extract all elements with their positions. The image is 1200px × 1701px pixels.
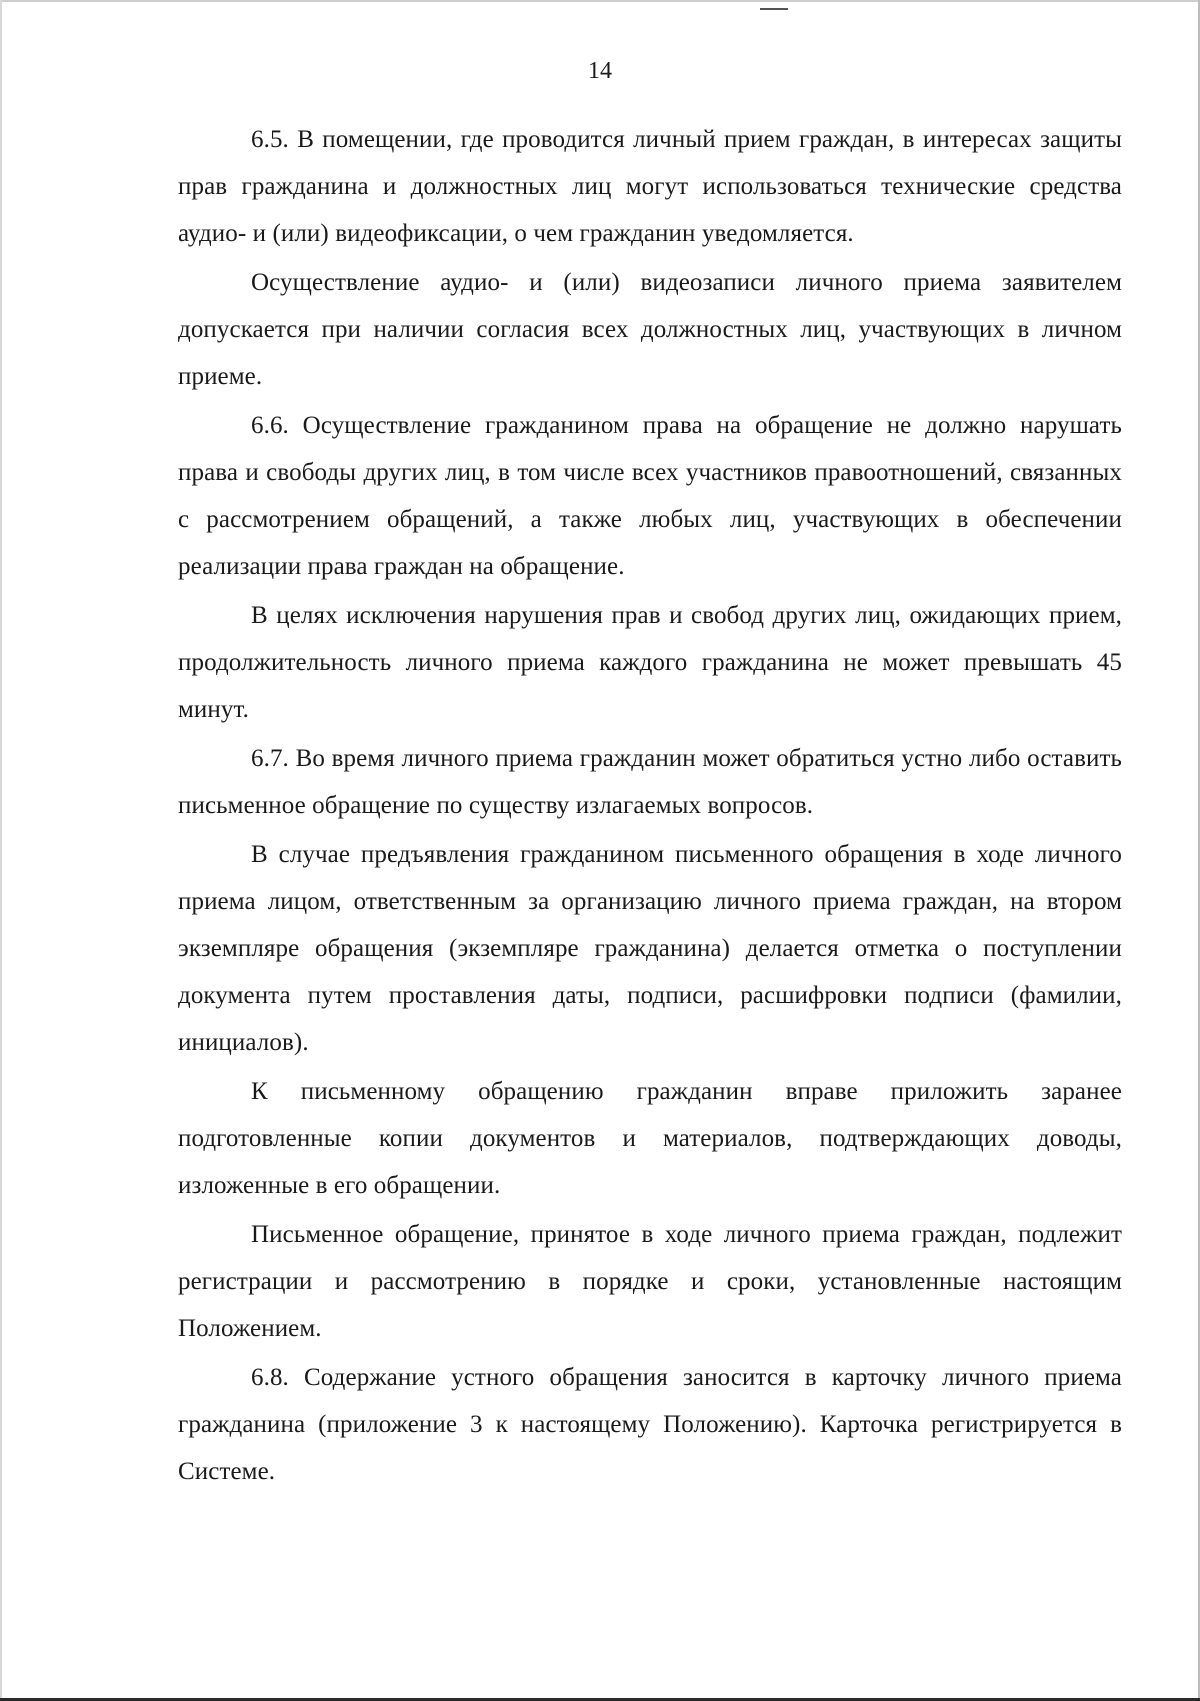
paragraph-6-6: 6.6. Осуществление гражданином права на обращение не должно нарушать права и свободы других лиц, в том числе всех участников правоотношений, связанных с рассмотрением обращений, а также любых лиц, участвующих в обеспечении реализации права граждан на обращение. [178, 412, 1122, 580]
scan-artifact-mark [760, 8, 788, 10]
paragraph-6-7: 6.7. Во время личного приема гражданин может обратиться устно либо оставить письменное обращение по существу излагаемых вопросов. [178, 745, 1122, 819]
paragraph-6-8: 6.8. Содержание устного обращения заносится в карточку личного приема гражданина (приложение 3 к настоящему Положению). Карточка регистрируется в Системе. [178, 1364, 1122, 1485]
paragraph-registration: Письменное обращение, принятое в ходе личного приема граждан, подлежит регистрации и рассмотрению в порядке и сроки, установленные настоящим Положением. [178, 1221, 1122, 1342]
paragraph-6-5: 6.5. В помещении, где проводится личный прием граждан, в интересах защиты прав гражданина и должностных лиц могут использоваться технические средства аудио- и (или) видеофиксации, о чем гражданин уведомляется. [178, 126, 1122, 247]
paragraph-reception-duration: В целях исключения нарушения прав и свобод других лиц, ожидающих прием, продолжительность личного приема каждого гражданина не может превышать 45 минут. [178, 602, 1122, 723]
paragraph-attachments: К письменному обращению гражданин вправе приложить заранее подготовленные копии документов и материалов, подтверждающих доводы, изложенные в его обращении. [178, 1078, 1122, 1199]
document-body [178, 116, 1122, 1497]
scan-edge-left [0, 0, 2, 1701]
page-number: 14 [588, 58, 612, 84]
paragraph-written-appeal-mark: В случае предъявления гражданином письменного обращения в ходе личного приема лицом, ответственным за организацию личного приема граждан, на втором экземпляре обращения (экземпляре гражданина) делается отметка о поступлении документа путем проставления даты, подписи, расшифровки подписи (фамилии, инициалов). [178, 841, 1122, 1056]
paragraph-recording-consent: Осуществление аудио- и (или) видеозаписи личного приема заявителем допускается при наличии согласия всех должностных лиц, участвующих в личном приеме. [178, 269, 1122, 390]
scan-edge-top [0, 0, 1200, 2]
